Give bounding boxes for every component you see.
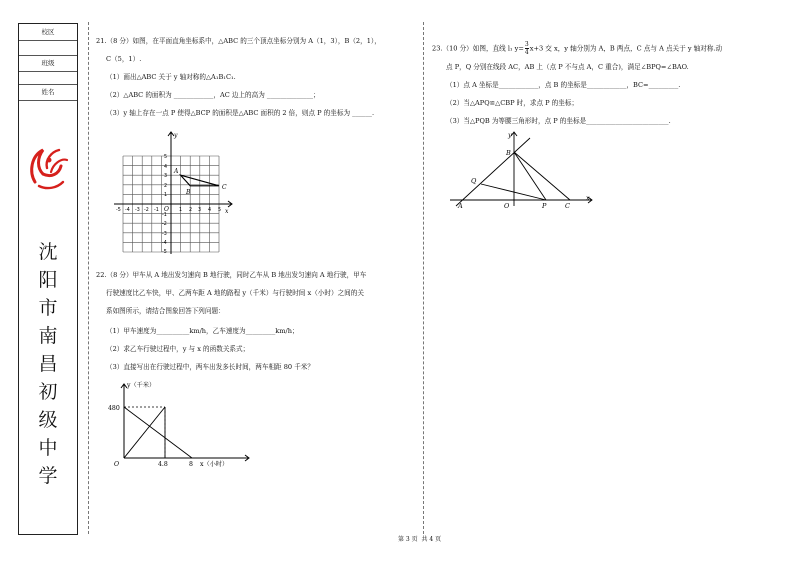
q21-title-cont: C（5，1）. [106, 55, 142, 63]
q22-part2: （2）求乙车行驶过程中，y 与 x 的函数关系式； [106, 345, 250, 353]
school-char: 南 [38, 325, 58, 347]
x-tick: -2 [144, 208, 149, 213]
q23-part3: （3）当△PQB 为等腰三角形时，点 P 的坐标是_________________________. [446, 117, 671, 125]
q23-part1: （1）点 A 坐标是____________，点 B 的坐标是____________，BC=_________. [446, 81, 681, 89]
y-tick: 2 [164, 184, 168, 189]
fraction-denominator: 4 [524, 49, 529, 56]
q21-part1: （1）画出△ABC 关于 y 轴对称的△A₁B₁C₁. [106, 73, 236, 81]
point-c-label: C [565, 202, 570, 210]
y-tick: 4 [164, 165, 168, 170]
y-tick: -3 [162, 232, 167, 237]
q23-title-part-a: 23.（10 分）如图，直线 l₁ y= [432, 44, 524, 53]
point-q-label: Q [471, 177, 477, 185]
school-char: 市 [38, 297, 58, 319]
binding-line [88, 22, 89, 534]
y-tick: 1 [164, 193, 168, 198]
y-tick: -5 [162, 250, 167, 255]
origin-label: O [504, 202, 510, 210]
school-name [33, 238, 63, 490]
q22-line2: 行驶速度比乙车快，甲、乙两车距 A 地的路程 y（千米）与行驶时间 x（小时）之间的关 [106, 289, 364, 297]
q21-title: 21.（8 分）如图，在平面直角坐标系中，△ABC 的三个顶点坐标分别为 A（1，3），B（2，1）， [96, 37, 381, 45]
divider [19, 84, 77, 85]
x-tick: -5 [116, 208, 121, 213]
point-a-label: A [458, 202, 463, 210]
segment-pq [481, 184, 546, 200]
divider [19, 71, 77, 72]
q21-part3: （3）y 轴上存在一点 P 使得△BCP 的面积是△ABC 面积的 2 倍，则点 P 的坐标为 ______. [106, 109, 375, 117]
divider [19, 55, 77, 56]
school-char: 沈 [38, 241, 58, 263]
y-value-label: 480 [108, 405, 120, 412]
origin-label: O [164, 206, 169, 213]
q21-part2: （2）△ABC 的面积为 ____________，AC 边上的高为 ______________； [106, 91, 320, 99]
column-divider [423, 22, 424, 534]
page-number: 第 3 页 [398, 536, 418, 543]
y-label: y [508, 131, 512, 139]
q22-title: 22.（8 分）甲车从 A 地出发匀速向 B 地行驶，同时乙车从 B 地出发匀速向 A 地行驶，甲车 [96, 271, 367, 279]
y-tick: -1 [162, 213, 167, 218]
fraction-numerator: 3 [524, 41, 529, 48]
q23-title [432, 41, 722, 56]
school-char: 初 [38, 381, 58, 403]
y-tick: 5 [164, 155, 168, 160]
x-tick: 2 [189, 208, 193, 213]
car-jia-outbound [124, 407, 165, 458]
x-axis-label: x [225, 208, 229, 215]
point-c-label: C [222, 184, 227, 191]
line-l1 [456, 138, 530, 206]
segment-bc [514, 152, 570, 200]
x-tick: 5 [218, 208, 222, 213]
segment-bp [514, 152, 546, 200]
point-p-label: P [542, 202, 547, 210]
class-label: 班级 [41, 59, 55, 67]
y-axis-label: y（千米） [127, 382, 156, 389]
q23-part2: （2）当△APQ≌△CBP 时，求点 P 的坐标； [446, 99, 579, 107]
q22-line3: 系如图所示，请结合图象回答下列问题： [106, 307, 225, 315]
school-logo [25, 142, 71, 194]
school-char: 级 [38, 409, 58, 431]
car-yi-line [124, 407, 192, 458]
x-end-label: 8 [189, 461, 193, 468]
x-label: x [586, 194, 590, 202]
x-tick: -3 [135, 208, 140, 213]
x-tick: -4 [125, 208, 130, 213]
x-tick: -1 [154, 208, 159, 213]
x-tick: 4 [208, 208, 212, 213]
y-tick: -4 [162, 241, 167, 246]
point-a-label: A [174, 168, 179, 175]
q22-part1: （1）甲车速度为__________km/h，乙车速度为_________km/h； [106, 327, 299, 335]
q23-line2: 点 P，Q 分别在线段 AC，AB 上（点 P 不与点 A，C 重合)，满足∠BPQ=∠BAO. [446, 63, 689, 71]
page-total: 共 4 页 [421, 536, 442, 543]
school-char: 阳 [38, 269, 58, 291]
student-info-box [18, 23, 78, 535]
y-tick: 3 [164, 174, 168, 179]
divider [19, 100, 77, 101]
name-label: 姓名 [41, 88, 55, 96]
footer [398, 534, 441, 543]
x-tick: 3 [198, 208, 202, 213]
campus-label: 校区 [41, 28, 55, 36]
point-b-label: B [506, 149, 511, 157]
school-char: 学 [38, 465, 58, 487]
divider [19, 40, 77, 41]
q23-figure [446, 128, 596, 210]
school-char: 昌 [38, 353, 58, 375]
x-mark-label: 4.8 [158, 461, 168, 468]
fraction [525, 41, 529, 56]
q23-title-part-b: x+3 交 x，y 轴分别为 A，B 两点，C 点与 A 点关于 y 轴对称.动 [529, 44, 723, 53]
y-tick: -2 [162, 222, 167, 227]
q22-distance-time-graph [108, 378, 258, 470]
x-tick: 1 [179, 208, 183, 213]
origin-label: O [114, 461, 120, 468]
y-axis-label: y [174, 132, 178, 139]
x-axis-label: x（小时） [200, 461, 229, 468]
school-char: 中 [38, 437, 58, 459]
q21-coordinate-grid [108, 128, 238, 256]
point-b-label: B [186, 189, 191, 196]
q22-part3: （3）直接写出在行驶过程中，两车出发多长时间，两车相距 80 千米？ [106, 363, 314, 371]
